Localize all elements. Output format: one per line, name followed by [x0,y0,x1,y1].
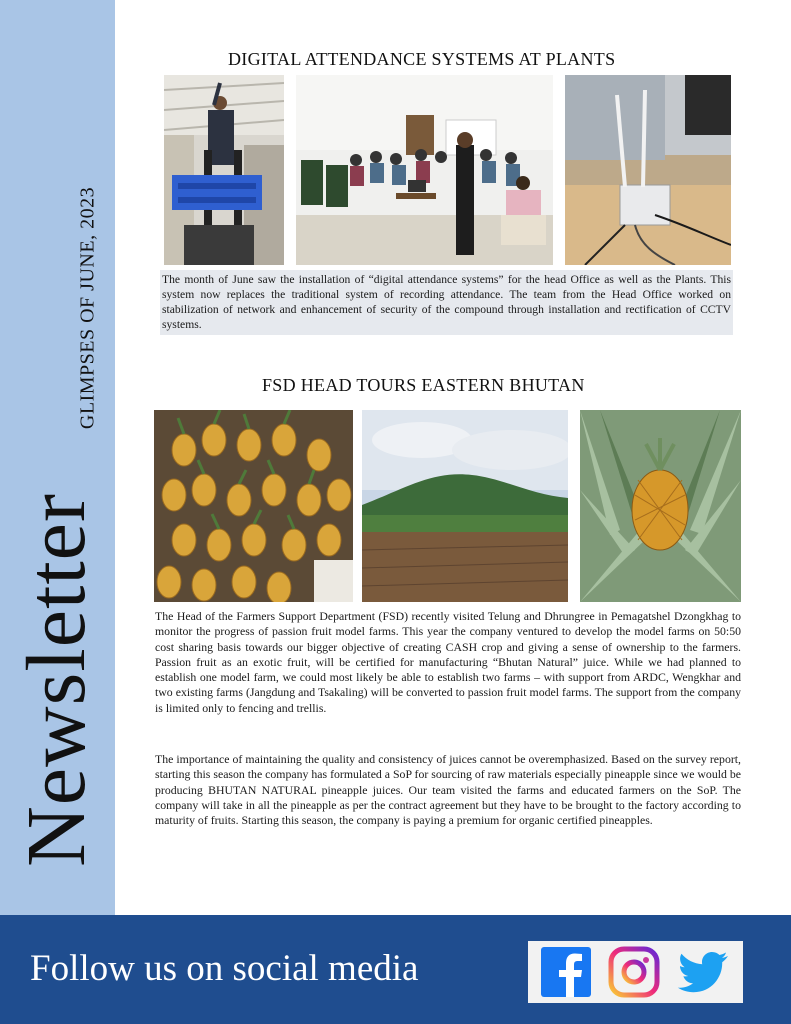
photo-network-router [565,75,731,265]
photo-farm-field [362,410,568,602]
section2-paragraph-2: The importance of maintaining the quality and consistency of juices cannot be overemphasized. Based on the survey report, starting this season the company has formulated a SoP for sourcing of raw materials especially pineapple since we would be producing BHUTAN NATURAL pineapple juices. Our team visited the farms and educated farmers on the SoP. The company will take in all the pineapple as per the contract agreement but they have to be brought to the factory according to maturity of fruits. Starting this season, the company is paying a premium for organic certified pineapples. [155,752,741,828]
section2-paragraph-1: The Head of the Farmers Support Department (FSD) recently visited Telung and Dhrungree in Pemagatshel Dzongkhag to monitor the progress of passion fruit model farms. This year the company ventured to develop the model farms on 50:50 cost sharing basis towards our bigger objective of creating CASH crop and giving a sense of ownership to the farmers. Passion fruit as an exotic fruit, will be certified for manufacturing “Bhutan Natural” juice. While we had planned to establish one model farm, we could most likely be able to establish two farms – with support from ARDC, Wengkhar and two existing farms (Jangdung and Tsakaling) will be converted to passion fruit model farms. The support from the company is limited only to fencing and trellis. [155,609,741,715]
twitter-icon[interactable] [676,946,731,998]
photo-training-session [296,75,553,265]
newsletter-title: Newsletter [10,493,103,867]
photo-pineapple-harvest [154,410,353,602]
section1-heading: DIGITAL ATTENDANCE SYSTEMS AT PLANTS [228,49,616,69]
issue-date: GLIMPSES OF JUNE, 2023 [76,186,99,430]
instagram-icon[interactable] [606,946,661,998]
photo-ladder-installation [164,75,284,265]
follow-us-text: Follow us on social media [30,948,419,989]
section1-caption: The month of June saw the installation of “digital attendance systems” for the head Office as well as the Plants. This system now replaces the traditional system of recording attendance. The team from the Head Office worked on stabilization of network and enhancement of security of the compound through installation and rectification of CCTV systems. [160,270,733,335]
section2-heading: FSD HEAD TOURS EASTERN BHUTAN [262,375,585,395]
facebook-icon[interactable] [539,946,594,998]
photo-pineapple-plant [580,410,741,602]
